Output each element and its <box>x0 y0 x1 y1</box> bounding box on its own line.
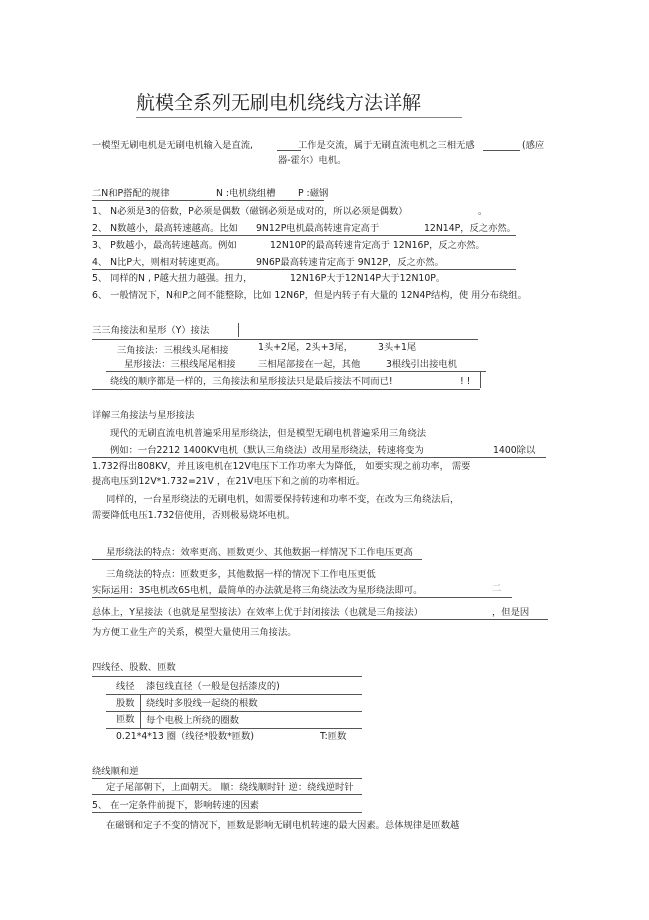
overall-a: 总体上，Y星接法（也就是星型接法）在效率上优于封闭接法（也就是三角接法） <box>92 607 424 618</box>
formula: 0.21*4*13 圈（线径*股数*匝数) <box>116 731 254 742</box>
formula-note: T:匝数 <box>320 731 347 742</box>
section3-heading-tick <box>238 323 239 337</box>
desc-row: 每个电极上所绕的圈数 <box>146 715 239 726</box>
star-row-rule <box>106 371 486 372</box>
overall-b: ，但是因 <box>492 607 530 618</box>
section4-heading: 四线径、股数、匝数 <box>92 662 176 673</box>
detail-p2: 例如：一台2212 1400KV电机（默认三角绕法）改用星形绕法，转速将变为 <box>110 445 424 456</box>
section2-heading-p: P :磁钢 <box>298 188 329 199</box>
rule-2-mid: 9N12P电机最高转速肯定高于 <box>256 223 380 234</box>
rule-2-underline <box>92 235 516 236</box>
section5-line2: 5、 在一定条件前提下，影响转速的因素 <box>92 800 259 811</box>
term-row: 线径 <box>116 681 135 692</box>
rule-6: 6、 一般情况下，N和P之间不能整除，比如 12N6P，但是内转子有大量的 12N4P结构，使 用分布绕组。 <box>92 290 527 301</box>
section5-line1-underline <box>92 794 362 795</box>
table-rule-1 <box>106 694 362 695</box>
rule-5: 5、 同样的N , P越大扭力越强。扭力， <box>92 273 253 284</box>
detail-p4: 提高电压到12V*1.732=21V ，在21V电压下和之前的功率相近。 <box>92 476 366 487</box>
practical-underline <box>92 597 512 598</box>
desc-row: 绕线时多股线一起绕的根数 <box>146 698 258 709</box>
intro-part3: (感应 <box>522 140 545 151</box>
rule-5-mid: 12N16P大于12N14P大于12N10P。 <box>290 273 446 284</box>
rule-4: 4、 N比P大，则相对转速更高。 <box>92 257 225 268</box>
overall-underline <box>92 619 548 620</box>
intro-part4: 器-霍尔）电机。 <box>278 155 347 166</box>
section5-heading: 绕线顺和逆 <box>92 766 139 777</box>
star-note2: 3根线引出接电机 <box>386 359 457 370</box>
delta-feature: 三角绕法的特点：匝数更多，其他数据一样的情况下工作电压更低 <box>106 569 376 580</box>
rule-2-end: 12N14P，反之亦然。 <box>424 223 517 234</box>
detail-p2-underline <box>92 457 546 458</box>
detail-p5: 同样的，一台星形绕法的无刷电机，如需要保持转速和功率不变，在改为三角绕法后， <box>106 494 460 505</box>
section2-heading-n: N :电机绕组槽 <box>216 188 276 199</box>
section5-heading-underline <box>92 778 362 779</box>
delta-label: 三角接法：三根线头尾相接 <box>117 345 229 356</box>
rule-3: 3、 P数越小，最高转速越高。例如 <box>92 240 237 251</box>
section2-heading-underline <box>92 200 324 201</box>
intro-part2: 工作是交流，属于无刷直流电机之三相无感 <box>298 140 475 151</box>
section5-line3: 在磁钢和定子不变的情况下，匝数是影响无刷电机转速的最大因素。总体规律是匝数越 <box>106 820 460 831</box>
section3-summary: 绕线的顺序都是一样的，三角接法和星形接法只是最后接法不同而已! <box>110 376 393 387</box>
section2-heading: 二N和P搭配的规律 <box>92 188 170 199</box>
rule-4-mid: 9N6P最高转速肯定高于 9N12P，反之亦然。 <box>256 257 444 268</box>
intro-part1: 一模型无刷电机是无刷电机输入是直流, <box>92 140 254 151</box>
detail-p1: 现代的无刷直流电机普遍采用星形绕法，但是模型无刷电机普遍采用三角绕法 <box>110 428 427 439</box>
detail-p3: 1.732得出808KV，并且该电机在12V电压下工作功率大为降低， 如要实现之前功率， 需要 <box>92 461 471 472</box>
term-row: 匝数 <box>116 714 135 725</box>
page-title: 航模全系列无刷电机绕线方法详解 <box>136 92 422 114</box>
overall-c: 为方便工业生产的关系，模型大量使用三角接法。 <box>92 627 297 638</box>
table-rule-2 <box>106 711 362 712</box>
section5-line2-underline <box>92 812 362 813</box>
section4-top-rule <box>92 676 362 677</box>
rule-3-mid: 12N10P的最高转速肯定高于 12N16P，反之亦然。 <box>270 240 485 251</box>
star-note: 三相尾部接在一起，其他 <box>258 359 361 370</box>
section3-right-tick <box>480 372 481 388</box>
term-row: 股数 <box>116 698 135 709</box>
rule-2: 2、 N数越小，最高转速越高。比如 <box>92 223 238 234</box>
section3-heading: 三三角接法和星形（Y）接法 <box>92 325 210 336</box>
star-feature: 星形绕法的特点：效率更高、匝数更少、其他数据一样情况下工作电压更高 <box>106 547 413 558</box>
section5-line1: 定子尾部朝下，上面朝天。 顺：绕线顺时针 逆：绕线逆时针 <box>106 782 354 793</box>
section3-top-rule <box>92 339 478 340</box>
rule-1-end: 。 <box>478 206 488 217</box>
table-column-divider <box>140 695 141 728</box>
table-rule-3 <box>106 728 362 729</box>
detail-p2-end: 1400除以 <box>493 445 536 456</box>
star-feature-underline <box>92 559 422 560</box>
rule-4-underline <box>92 269 516 270</box>
star-label: 星形接法：三根线尾尾相接 <box>124 359 236 370</box>
detail-p6: 需要降低电压1.732倍使用，否则极易烧坏电机。 <box>92 510 296 521</box>
intro-blank-2 <box>483 150 520 151</box>
desc-row: 漆包线直径（一般是包括漆皮的) <box>146 681 280 692</box>
practical-end: 二 <box>492 583 502 594</box>
delta-note: 1头+2尾，2头+3尾， <box>258 342 354 353</box>
section3-bottom-rule <box>92 389 480 390</box>
title-underline <box>136 117 462 118</box>
section3-summary-end: ! ! <box>460 376 471 387</box>
rule-1: 1、 N必须是3的倍数，P必须是偶数（磁钢必须是成对的，所以必须是偶数） <box>92 206 408 217</box>
intro-blank-1 <box>277 150 301 151</box>
detail-heading: 详解三角接法与星形接法 <box>92 410 195 421</box>
practical: 实际运用：3S电机改6S电机，最简单的办法就是将三角绕法改为星形绕法即可。 <box>92 585 423 596</box>
delta-note2: 3头+1尾 <box>378 342 417 353</box>
